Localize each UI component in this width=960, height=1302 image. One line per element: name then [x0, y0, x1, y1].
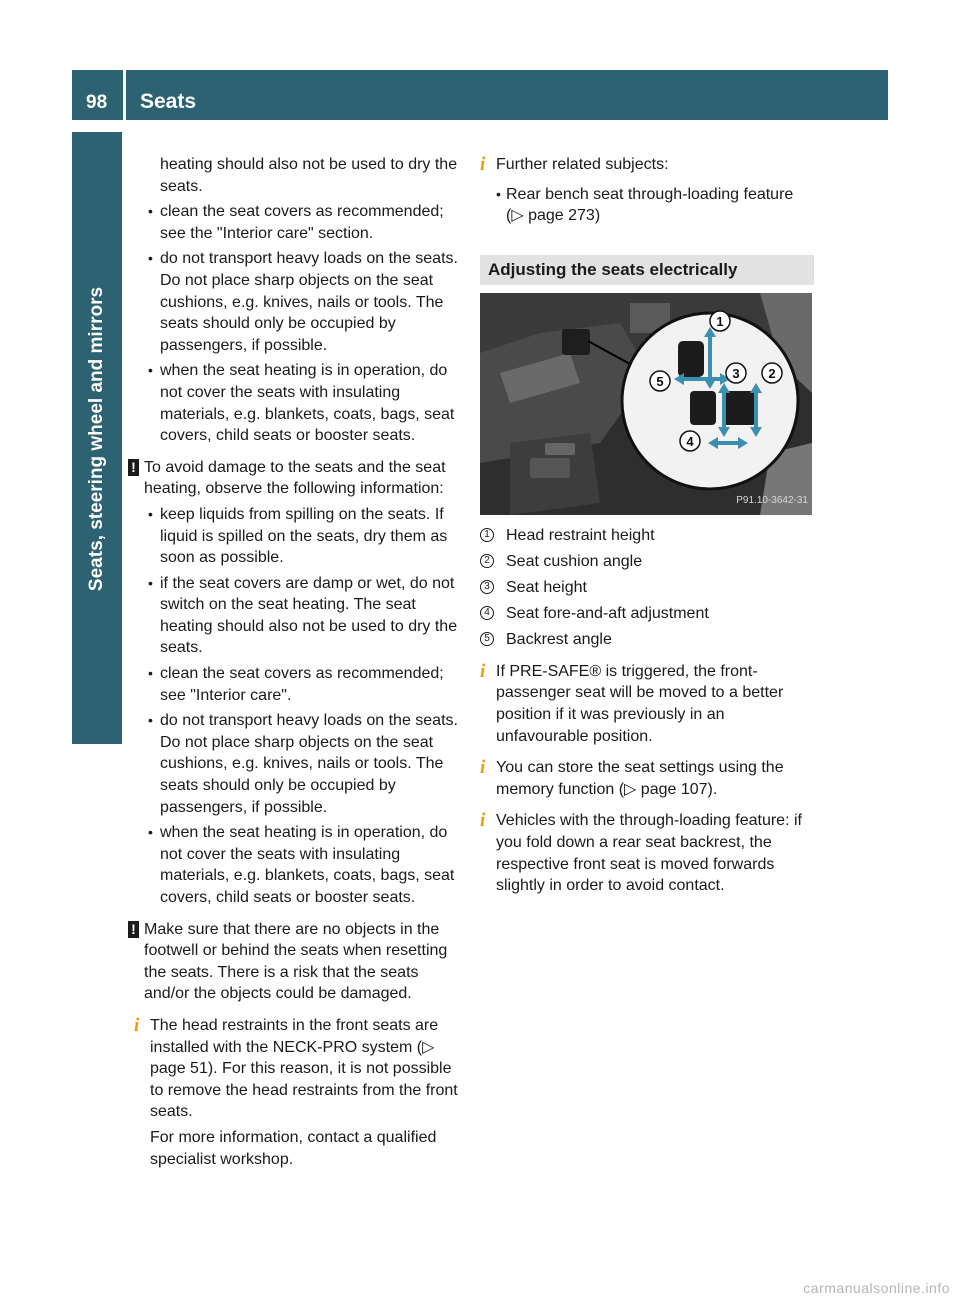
list-item: • clean the seat covers as recommended; see "Interior care". [148, 665, 444, 704]
legend-label: Head restraint height [506, 526, 655, 544]
list-item: • do not transport heavy loads on the seats. Do not place sharp objects on the seat cushions, e.g. knives, nails or tools. The seats should only be occupied by passengers, if possible. [148, 712, 458, 816]
bullet-icon: • [148, 505, 153, 522]
info-text: The head restraints in the front seats are installed with the NECK-PRO system (▷ page 51). For this reason, it is not possible to remove the head restraints from the front seats. [150, 1016, 458, 1121]
legend-number: 4 [480, 606, 494, 620]
figure-legend [480, 525, 814, 651]
bullet-icon: • [496, 185, 501, 202]
callout-5 [650, 371, 670, 391]
svg-text:4: 4 [686, 433, 694, 449]
footer-watermark: carmanualsonline.info [803, 1280, 950, 1296]
info-icon: i [480, 810, 486, 832]
callout-2 [762, 363, 782, 383]
list-item: • clean the seat covers as recommended; see the "Interior care" section. [148, 203, 444, 242]
info-icon: i [480, 757, 486, 779]
info-neck-pro [134, 1015, 460, 1170]
info-text: You can store the seat settings using the memory function (▷ page 107). [496, 759, 784, 798]
list-item: • when the seat heating is in operation, do not cover the seats with insulating materials, e.g. blankets, coats, bags, seat covers, child seats or booster seats. [148, 362, 455, 445]
left-column [131, 154, 460, 1170]
exclamation-icon: ! [128, 459, 139, 476]
bullet-icon: • [148, 574, 153, 591]
svg-text:1: 1 [716, 313, 724, 329]
legend-item [480, 629, 814, 651]
legend-label: Backrest angle [506, 630, 612, 648]
info-memory-function [480, 757, 814, 800]
info-icon: i [134, 1014, 140, 1036]
legend-number: 3 [480, 580, 494, 594]
seat-controls-figure [480, 293, 812, 515]
svg-text:5: 5 [656, 373, 664, 389]
chapter-side-tab-label: Seats, steering wheel and mirrors [86, 286, 107, 592]
notice-text: To avoid damage to the seats and the seat heating, observe the following information: [144, 458, 446, 498]
info-icon: i [480, 154, 486, 175]
bullet-icon: • [148, 362, 153, 379]
legend-item [480, 551, 814, 573]
info-icon: i [480, 660, 486, 682]
svg-text:2: 2 [768, 365, 776, 381]
callout-4 [680, 431, 700, 451]
notice-objects-footwell [131, 919, 460, 1005]
info-text: If PRE-SAFE® is triggered, the front-passenger seat will be moved to a better position if it was previously in an unfavourable position. [496, 662, 784, 745]
bullet-list-b [134, 504, 460, 909]
list-item: • Rear bench seat through-loading feature (▷ page 273) [496, 185, 794, 225]
svg-text:3: 3 [732, 365, 740, 381]
callout-1 [710, 311, 730, 331]
legend-number: 5 [480, 632, 494, 646]
legend-item [480, 525, 814, 547]
list-item: • if the seat covers are damp or wet, do not switch on the seat heating. The seat heating should also not be used to dry the seats. [148, 574, 458, 657]
bullet-icon: • [148, 250, 153, 267]
legend-label: Seat height [506, 578, 587, 596]
section-heading: Adjusting the seats electrically [480, 255, 814, 285]
info-text: Vehicles with the through-loading feature: if you fold down a rear seat backrest, the respective front seat is moved forwards slightly in order to avoid contact. [496, 812, 802, 895]
seat-controls-illustration [480, 293, 812, 515]
list-item: • keep liquids from spilling on the seats. If liquid is spilled on the seats, dry them as soon as possible. [148, 505, 448, 567]
legend-number: 1 [480, 528, 494, 542]
info-title: Further related subjects: [496, 156, 669, 173]
exclamation-icon: ! [128, 921, 139, 938]
info-through-loading [480, 810, 814, 896]
info-followup: For more information, contact a qualified specialist workshop. [150, 1128, 437, 1168]
legend-label: Seat fore-and-aft adjustment [506, 604, 709, 622]
legend-item [480, 577, 814, 599]
bullet-list-a [134, 201, 460, 447]
bullet-icon: • [148, 712, 153, 729]
callout-3 [726, 363, 746, 383]
legend-label: Seat cushion angle [506, 552, 643, 570]
legend-item [480, 603, 814, 625]
bullet-icon: • [148, 824, 153, 841]
info-related-subjects [480, 154, 814, 227]
list-item: • when the seat heating is in operation, do not cover the seats with insulating materials, e.g. blankets, coats, bags, seat covers, child seats or booster seats. [148, 824, 455, 906]
notice-text: Make sure that there are no objects in the footwell or behind the seats when resetting the seats. There is a risk that the seats and/or the objects could be damaged. [144, 920, 448, 1003]
bullet-icon: • [148, 203, 153, 220]
info-pre-safe [480, 661, 814, 747]
right-column [480, 154, 814, 897]
list-item: • do not transport heavy loads on the seats. Do not place sharp objects on the seat cushions, e.g. knives, nails or tools. The seats should only be occupied by passengers, if possible. [148, 250, 458, 354]
notice-damage-seats [131, 457, 460, 500]
intro-line: heating should also not be used to dry the seats. [160, 156, 458, 195]
legend-number: 2 [480, 554, 494, 568]
page-title: Seats [140, 90, 197, 113]
bullet-icon: • [148, 665, 153, 682]
figure-caption: P91.10-3642-31 [736, 495, 808, 507]
page-number: 98 [86, 92, 108, 113]
